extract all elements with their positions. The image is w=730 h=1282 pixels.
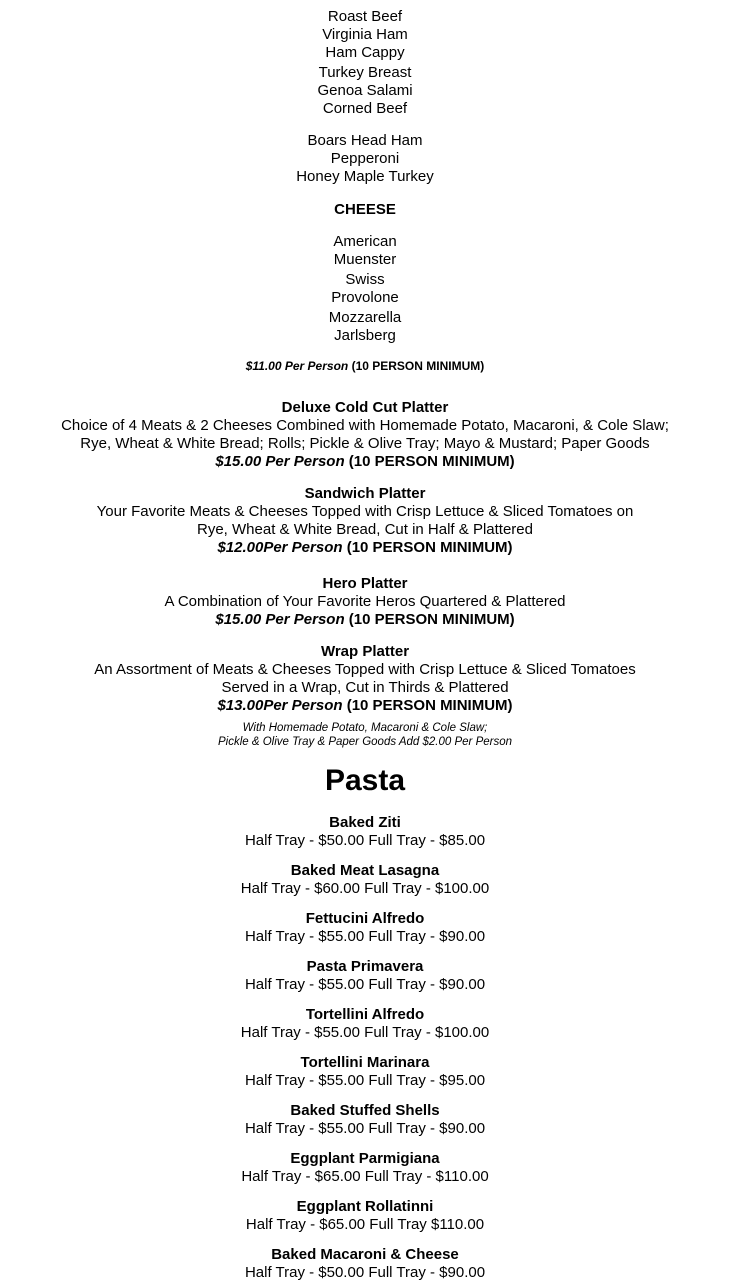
cheese-list [0,233,730,345]
pasta-name: Baked Macaroni & Cheese [271,1246,459,1263]
meat-item: Pepperoni [330,150,400,167]
pasta-name: Eggplant Rollatinni [296,1198,434,1215]
platter-title: Deluxe Cold Cut Platter [281,399,449,416]
pasta-name: Baked Ziti [329,814,401,831]
pasta-item [0,1102,730,1138]
pasta-heading: Pasta [324,764,406,797]
pasta-name: Pasta Primavera [306,958,424,975]
pasta-price: Half Tray - $60.00 Full Tray - $100.00 [240,880,490,897]
note-line: With Homemade Potato, Macaroni & Cole Slaw; [242,722,488,734]
meat-item: Honey Maple Turkey [296,168,434,185]
pasta-item [0,814,730,850]
platter-desc: A Combination of Your Favorite Heros Quartered & Plattered [164,593,566,610]
meat-item: Genoa Salami [317,82,413,99]
addon-note [0,721,730,749]
platter-hero [0,575,730,629]
pasta-item [0,862,730,898]
platter-desc: Your Favorite Meats & Cheeses Topped with Crisp Lettuce & Sliced Tomatoes on [96,503,634,520]
meat-item: Roast Beef [327,8,403,25]
platter-desc: An Assortment of Meats & Cheeses Topped with Crisp Lettuce & Sliced Tomatoes [94,661,636,678]
price: $11.00 Per Person [245,359,349,373]
meat-item: Corned Beef [322,100,408,117]
pasta-price: Half Tray - $55.00 Full Tray - $90.00 [244,928,486,945]
meat-item: Ham Cappy [325,44,405,61]
cheese-item: Jarlsberg [334,327,396,344]
platter-minimum: (10 PERSON MINIMUM) [348,453,515,470]
pasta-item [0,1198,730,1234]
platter-title: Sandwich Platter [304,485,426,502]
pasta-item [0,910,730,946]
pasta-name: Baked Stuffed Shells [290,1102,440,1119]
meat-item: Virginia Ham [322,26,408,43]
platter-wrap [0,643,730,715]
platter-minimum: (10 PERSON MINIMUM) [346,539,513,556]
pasta-price: Half Tray - $65.00 Full Tray $110.00 [245,1216,485,1233]
pasta-price: Half Tray - $50.00 Full Tray - $90.00 [244,1264,486,1281]
platter-desc: Rye, Wheat & White Bread, Cut in Half & Plattered [197,521,533,538]
pasta-name: Baked Meat Lasagna [290,862,440,879]
pasta-name: Fettucini Alfredo [305,910,425,927]
meats-list [0,8,730,186]
platter-price: $15.00 Per Person [215,611,345,628]
cold-cut-price [0,359,730,373]
platter-desc: Rye, Wheat & White Bread; Rolls; Pickle & Olive Tray; Mayo & Mustard; Paper Goods [80,435,650,452]
pasta-name: Tortellini Alfredo [305,1006,425,1023]
platter-desc: Choice of 4 Meats & 2 Cheeses Combined with Homemade Potato, Macaroni, & Cole Slaw; [61,417,669,434]
pasta-price: Half Tray - $55.00 Full Tray - $90.00 [244,1120,486,1137]
pasta-item [0,1150,730,1186]
meat-item: Turkey Breast [318,64,412,81]
platter-minimum: (10 PERSON MINIMUM) [346,697,513,714]
platter-title: Wrap Platter [320,643,410,660]
meat-item: Boars Head Ham [307,132,423,149]
pasta-price: Half Tray - $55.00 Full Tray - $95.00 [244,1072,486,1089]
platter-price: $15.00 Per Person [215,453,345,470]
note-line: Pickle & Olive Tray & Paper Goods Add $2.00 Per Person [217,736,513,748]
pasta-name: Eggplant Parmigiana [290,1150,440,1167]
pasta-item [0,1246,730,1282]
platter-desc: Served in a Wrap, Cut in Thirds & Plattered [221,679,509,696]
pasta-price: Half Tray - $50.00 Full Tray - $85.00 [244,832,486,849]
platter-price: $13.00Per Person [217,697,343,714]
pasta-name: Tortellini Marinara [300,1054,430,1071]
pasta-price: Half Tray - $65.00 Full Tray - $110.00 [241,1168,489,1185]
pasta-price: Half Tray - $55.00 Full Tray - $100.00 [240,1024,490,1041]
platter-title: Hero Platter [322,575,408,592]
platter-minimum: (10 PERSON MINIMUM) [348,611,515,628]
platter-deluxe [0,399,730,471]
cheese-item: American [333,233,397,250]
platter-price: $12.00Per Person [217,539,343,556]
pasta-item [0,958,730,994]
cheese-item: Swiss [345,271,385,288]
pasta-price: Half Tray - $55.00 Full Tray - $90.00 [244,976,486,993]
minimum: (10 PERSON MINIMUM) [351,359,485,373]
pasta-item [0,1054,730,1090]
pasta-item [0,1006,730,1042]
cheese-heading: CHEESE [334,201,396,218]
cheese-item: Provolone [331,289,399,306]
pasta-list [0,814,730,1282]
cheese-item: Muenster [333,251,397,268]
cheese-item: Mozzarella [328,309,402,326]
platter-sandwich [0,485,730,557]
